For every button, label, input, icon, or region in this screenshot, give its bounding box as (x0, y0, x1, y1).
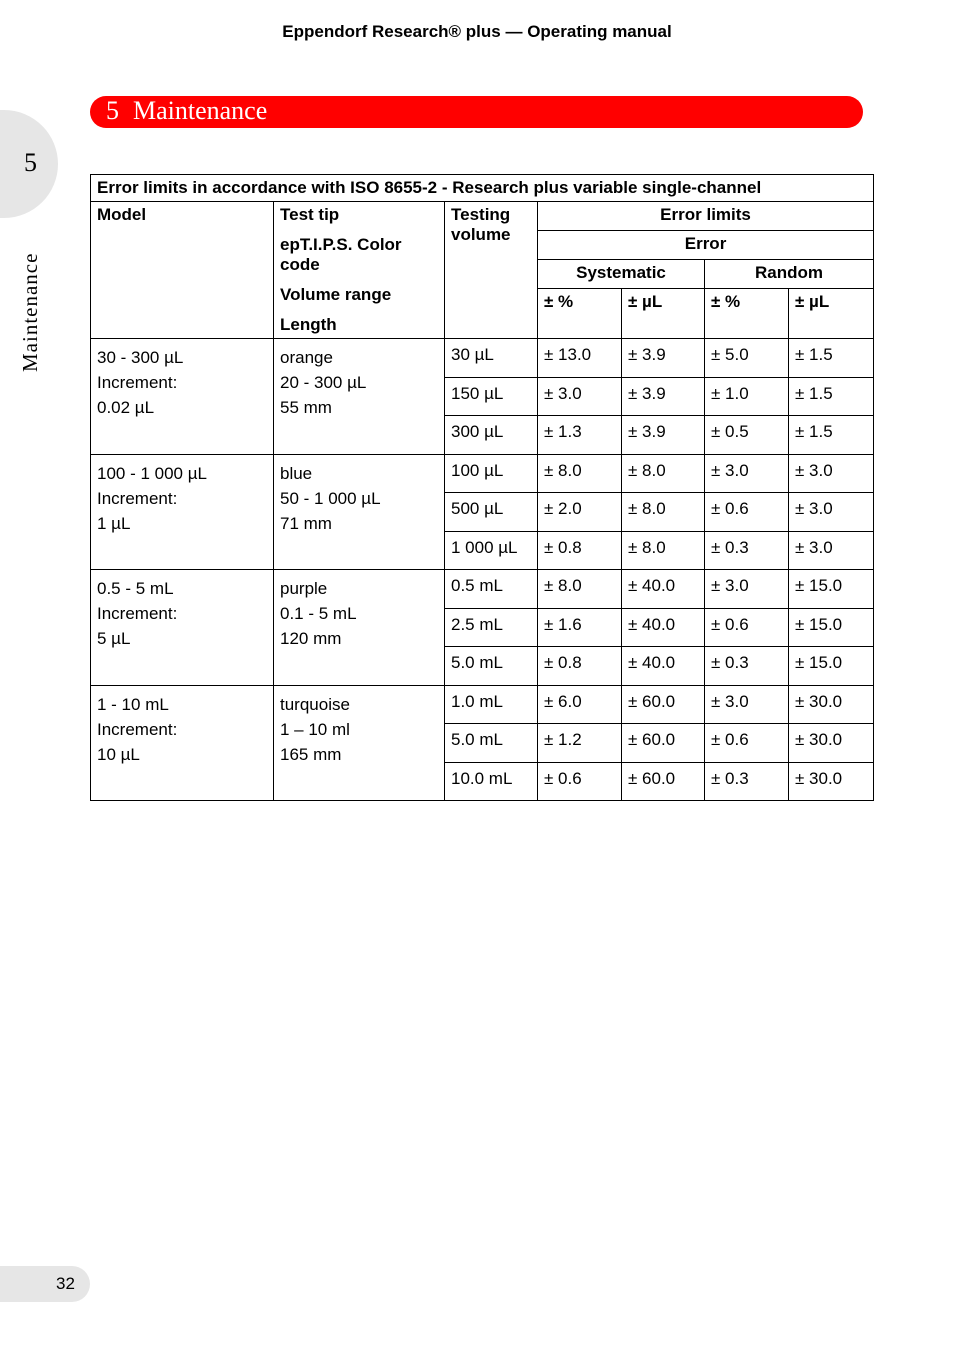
ran-pct: ± 0.3 (705, 531, 789, 570)
model-range: 1 - 10 mL (97, 694, 169, 714)
tip-volume-range: 20 - 300 µL (280, 373, 367, 392)
ran-ul: ± 30.0 (789, 724, 874, 763)
ran-ul: ± 1.5 (789, 416, 874, 455)
header-length: Length (280, 315, 337, 334)
ran-pct: ± 0.5 (705, 416, 789, 455)
sys-ul: ± 60.0 (622, 685, 705, 724)
ran-ul: ± 3.0 (789, 493, 874, 532)
tip-color: purple (280, 579, 328, 598)
model-range: 30 - 300 µL (97, 348, 184, 367)
header-ran-pct: ± % (705, 289, 789, 339)
model-increment: 0.02 µL (97, 398, 155, 417)
header-testing-volume: Testing volume (445, 202, 538, 339)
tip-length: 71 mm (280, 513, 332, 533)
ran-pct: ± 3.0 (705, 685, 789, 724)
tip-color: turquoise (280, 694, 350, 714)
chapter-heading-bar (90, 96, 863, 128)
sys-ul: ± 40.0 (622, 608, 705, 647)
sys-pct: ± 2.0 (538, 493, 622, 532)
sys-pct: ± 8.0 (538, 454, 622, 493)
ran-ul: ± 15.0 (789, 647, 874, 686)
ran-pct: ± 1.0 (705, 377, 789, 416)
header-error-limits: Error limits (538, 202, 874, 231)
sys-ul: ± 60.0 (622, 762, 705, 801)
tip-cell (274, 454, 445, 570)
ran-pct: ± 3.0 (705, 454, 789, 493)
tip-volume-range: 50 - 1 000 µL (280, 488, 381, 508)
sys-pct: ± 3.0 (538, 377, 622, 416)
tip-length: 165 mm (280, 744, 342, 764)
sys-pct: ± 0.8 (538, 531, 622, 570)
tip-length: 55 mm (280, 398, 332, 417)
sys-ul: ± 8.0 (622, 531, 705, 570)
model-increment: 5 µL (97, 629, 131, 648)
sys-pct: ± 1.3 (538, 416, 622, 455)
sys-ul: ± 8.0 (622, 493, 705, 532)
error-limits-table (90, 174, 874, 801)
testing-volume: 100 µL (445, 454, 538, 493)
sys-pct: ± 8.0 (538, 570, 622, 609)
ran-ul: ± 3.0 (789, 454, 874, 493)
model-increment-label: Increment: (97, 373, 178, 392)
tip-length: 120 mm (280, 629, 342, 648)
ran-pct: ± 0.6 (705, 724, 789, 763)
testing-volume: 150 µL (445, 377, 538, 416)
tip-cell (274, 339, 445, 455)
ran-ul: ± 1.5 (789, 339, 874, 378)
header-ran-ul: ± µL (789, 289, 874, 339)
header-test-tip (274, 202, 445, 339)
testing-volume: 0.5 mL (445, 570, 538, 609)
testing-volume: 500 µL (445, 493, 538, 532)
sys-pct: ± 0.8 (538, 647, 622, 686)
sys-pct: ± 13.0 (538, 339, 622, 378)
tip-volume-range: 0.1 - 5 mL (280, 604, 357, 623)
ran-ul: ± 15.0 (789, 570, 874, 609)
header-random: Random (705, 260, 874, 289)
ran-pct: ± 0.6 (705, 608, 789, 647)
chapter-number: 5 (106, 96, 119, 125)
table-caption: Error limits in accordance with ISO 8655-2 - Research plus variable single-channel (91, 175, 874, 202)
testing-volume: 300 µL (445, 416, 538, 455)
ran-ul: ± 30.0 (789, 762, 874, 801)
model-increment: 10 µL (97, 744, 140, 764)
tip-color: orange (280, 348, 333, 367)
page-number: 32 (0, 1266, 90, 1302)
side-tab-number: 5 (24, 148, 37, 177)
tip-color: blue (280, 463, 313, 483)
running-header: Eppendorf Research® plus — Operating manual (282, 22, 672, 41)
header-sys-pct: ± % (538, 289, 622, 339)
model-cell (91, 685, 274, 801)
ran-ul: ± 15.0 (789, 608, 874, 647)
model-increment-label: Increment: (97, 719, 178, 739)
model-cell (91, 339, 274, 455)
tip-cell (274, 570, 445, 686)
model-range: 0.5 - 5 mL (97, 579, 174, 598)
header-systematic: Systematic (538, 260, 705, 289)
sys-ul: ± 3.9 (622, 339, 705, 378)
header-test-tip-label: Test tip (280, 205, 340, 224)
ran-pct: ± 3.0 (705, 570, 789, 609)
tip-cell (274, 685, 445, 801)
tip-volume-range: 1 – 10 ml (280, 719, 350, 739)
model-increment-label: Increment: (97, 488, 178, 508)
ran-pct: ± 0.3 (705, 762, 789, 801)
side-label: Maintenance (18, 252, 42, 372)
ran-pct: ± 5.0 (705, 339, 789, 378)
testing-volume: 2.5 mL (445, 608, 538, 647)
model-increment: 1 µL (97, 513, 131, 533)
chapter-title: Maintenance (133, 96, 268, 125)
header-model: Model (91, 202, 274, 339)
ran-ul: ± 3.0 (789, 531, 874, 570)
sys-pct: ± 6.0 (538, 685, 622, 724)
header-sys-ul: ± µL (622, 289, 705, 339)
ran-pct: ± 0.6 (705, 493, 789, 532)
model-range: 100 - 1 000 µL (97, 463, 207, 483)
ran-ul: ± 1.5 (789, 377, 874, 416)
testing-volume: 30 µL (445, 339, 538, 378)
testing-volume: 1.0 mL (445, 685, 538, 724)
testing-volume: 1 000 µL (445, 531, 538, 570)
testing-volume: 5.0 mL (445, 724, 538, 763)
sys-pct: ± 1.2 (538, 724, 622, 763)
sys-ul: ± 40.0 (622, 647, 705, 686)
testing-volume: 10.0 mL (445, 762, 538, 801)
sys-ul: ± 60.0 (622, 724, 705, 763)
sys-pct: ± 0.6 (538, 762, 622, 801)
sys-ul: ± 40.0 (622, 570, 705, 609)
header-color-code: epT.I.P.S. Color code (280, 235, 402, 274)
testing-volume: 5.0 mL (445, 647, 538, 686)
sys-pct: ± 1.6 (538, 608, 622, 647)
sys-ul: ± 8.0 (622, 454, 705, 493)
ran-ul: ± 30.0 (789, 685, 874, 724)
model-cell (91, 570, 274, 686)
model-cell (91, 454, 274, 570)
sys-ul: ± 3.9 (622, 416, 705, 455)
model-increment-label: Increment: (97, 604, 178, 623)
ran-pct: ± 0.3 (705, 647, 789, 686)
sys-ul: ± 3.9 (622, 377, 705, 416)
header-error: Error (538, 231, 874, 260)
header-volume-range: Volume range (280, 285, 392, 304)
